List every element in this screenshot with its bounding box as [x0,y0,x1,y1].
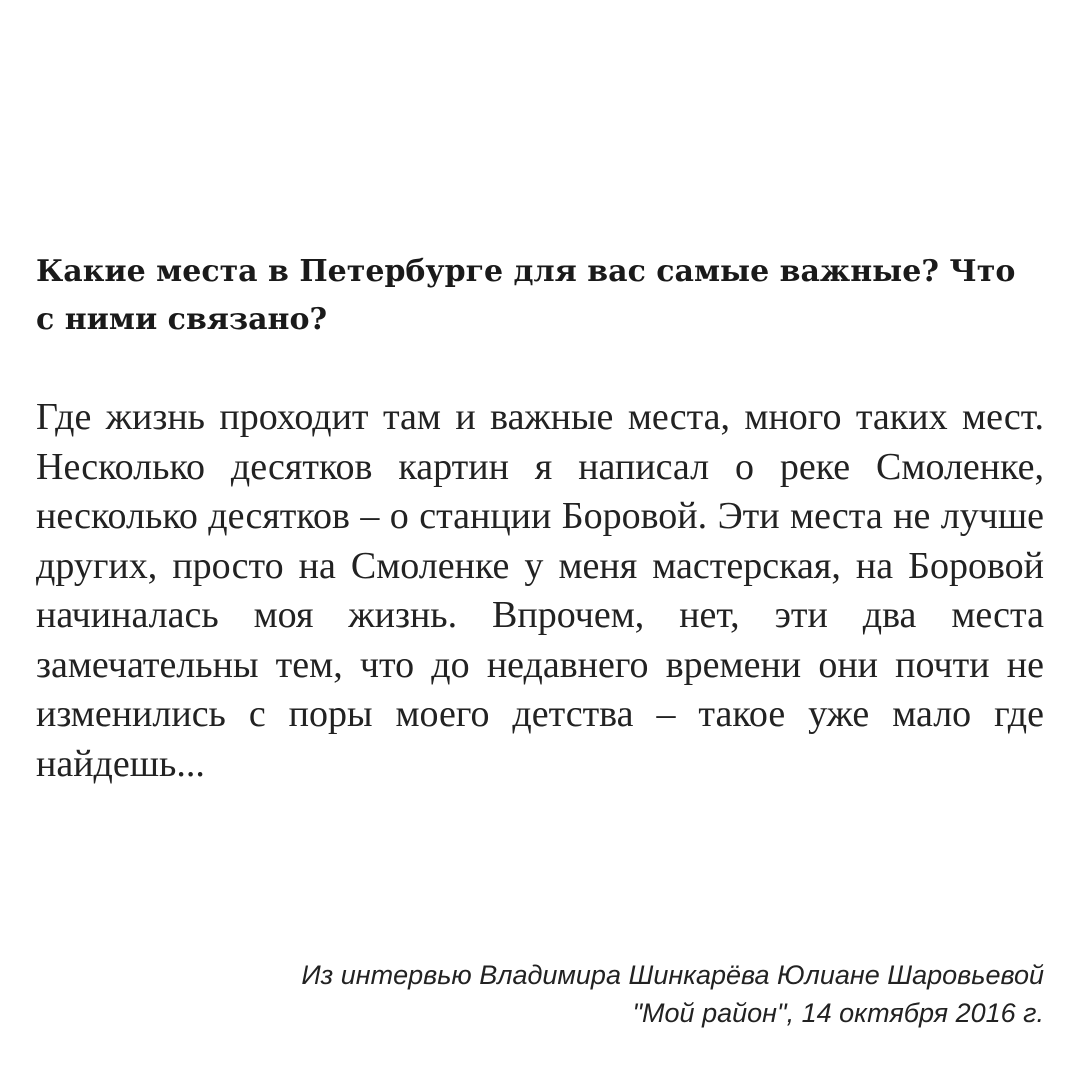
source-interview-line: Из интервью Владимира Шинкарёва Юлиане Шаровьевой [301,960,1044,990]
source-publication-line: "Мой район", 14 октября 2016 г. [632,998,1044,1028]
interview-question: Какие места в Петербурге для вас самые важные? Что с ними связано? [36,254,1016,337]
source-citation [36,956,1044,1032]
interview-answer: Где жизнь проходит там и важные места, много таких мест. Несколько десятков картин я написал о реке Смоленке, несколько десятков – о станции Боровой. Эти места не лучше других, просто на Смоленке у меня мастерская, на Боровой начиналась моя жизнь. Впрочем, нет, эти два места замечательны тем, что до недавнего времени они почти не изменились с поры моего детства – такое уже мало где найдешь... [36,396,1044,785]
